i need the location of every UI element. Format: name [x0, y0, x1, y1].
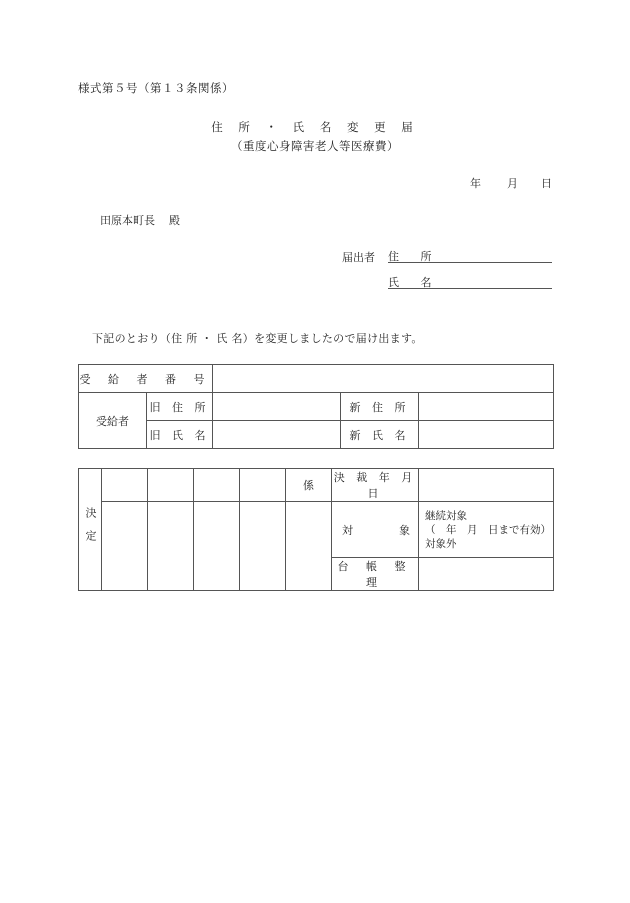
decision-date-label: 決 裁 年 月 日: [332, 469, 419, 502]
approval-header-1: [102, 469, 148, 502]
old-name-label: 旧 氏 名: [147, 421, 213, 449]
old-address-cell[interactable]: [213, 393, 341, 421]
addressee-name: 田原本町長: [100, 214, 155, 227]
table-row: [79, 502, 554, 558]
form-number: 様式第５号（第１３条関係）: [78, 81, 234, 95]
approval-header-staff: 係: [286, 469, 332, 502]
applicant-address-field[interactable]: [388, 248, 552, 263]
addressee: [100, 212, 180, 228]
option-excluded[interactable]: 対象外: [425, 537, 457, 550]
addressee-honorific: 殿: [169, 214, 180, 227]
table-row: [79, 393, 554, 421]
document-subtitle: （重度心身障害老人等医療費）: [231, 139, 399, 153]
approval-stamp-1[interactable]: [102, 502, 148, 591]
decision-table: [78, 468, 554, 591]
statement-text: 下記のとおり（住 所 ・ 氏 名）を変更しましたので届け出ます。: [92, 332, 423, 345]
new-name-cell[interactable]: [419, 421, 554, 449]
date-day: 日: [541, 177, 552, 190]
option-continuing[interactable]: 継続対象: [425, 509, 467, 522]
table-row: [79, 469, 554, 502]
new-name-label: 新 氏 名: [341, 421, 419, 449]
recipient-table: [78, 364, 554, 449]
approval-stamp-2[interactable]: [148, 502, 194, 591]
option-valid-until[interactable]: （ 年 月 日まで有効）: [425, 523, 551, 536]
approval-stamp-4[interactable]: [240, 502, 286, 591]
approval-header-2: [148, 469, 194, 502]
applicant-name-field[interactable]: [388, 274, 552, 289]
decision-label: 決定: [79, 469, 102, 591]
ledger-label: 台 帳 整 理: [332, 558, 419, 591]
new-address-cell[interactable]: [419, 393, 554, 421]
applicant-address-label: 住 所: [388, 250, 441, 263]
date-month: 月: [507, 177, 518, 190]
approval-stamp-3[interactable]: [194, 502, 240, 591]
old-address-label: 旧 住 所: [147, 393, 213, 421]
target-label-right: 象: [399, 523, 410, 537]
table-row: [79, 421, 554, 449]
recipient-number-cell[interactable]: [213, 365, 554, 393]
target-options: [419, 502, 554, 558]
date-year: 年: [470, 177, 481, 190]
target-label-left: 対: [342, 523, 353, 537]
ledger-cell[interactable]: [419, 558, 554, 591]
recipient-label: 受給者: [79, 393, 147, 449]
recipient-number-label: 受 給 者 番 号: [79, 365, 213, 393]
document-title: 住 所 ・ 氏 名 変 更 届: [211, 120, 419, 134]
table-row: [79, 365, 554, 393]
new-address-label: 新 住 所: [341, 393, 419, 421]
applicant-label: 届出者: [342, 251, 375, 264]
approval-header-4: [240, 469, 286, 502]
approval-header-3: [194, 469, 240, 502]
target-label: [332, 502, 419, 558]
approval-stamp-staff[interactable]: [286, 502, 332, 591]
applicant-name-label: 氏 名: [388, 276, 441, 289]
old-name-cell[interactable]: [213, 421, 341, 449]
decision-date-cell[interactable]: [419, 469, 554, 502]
